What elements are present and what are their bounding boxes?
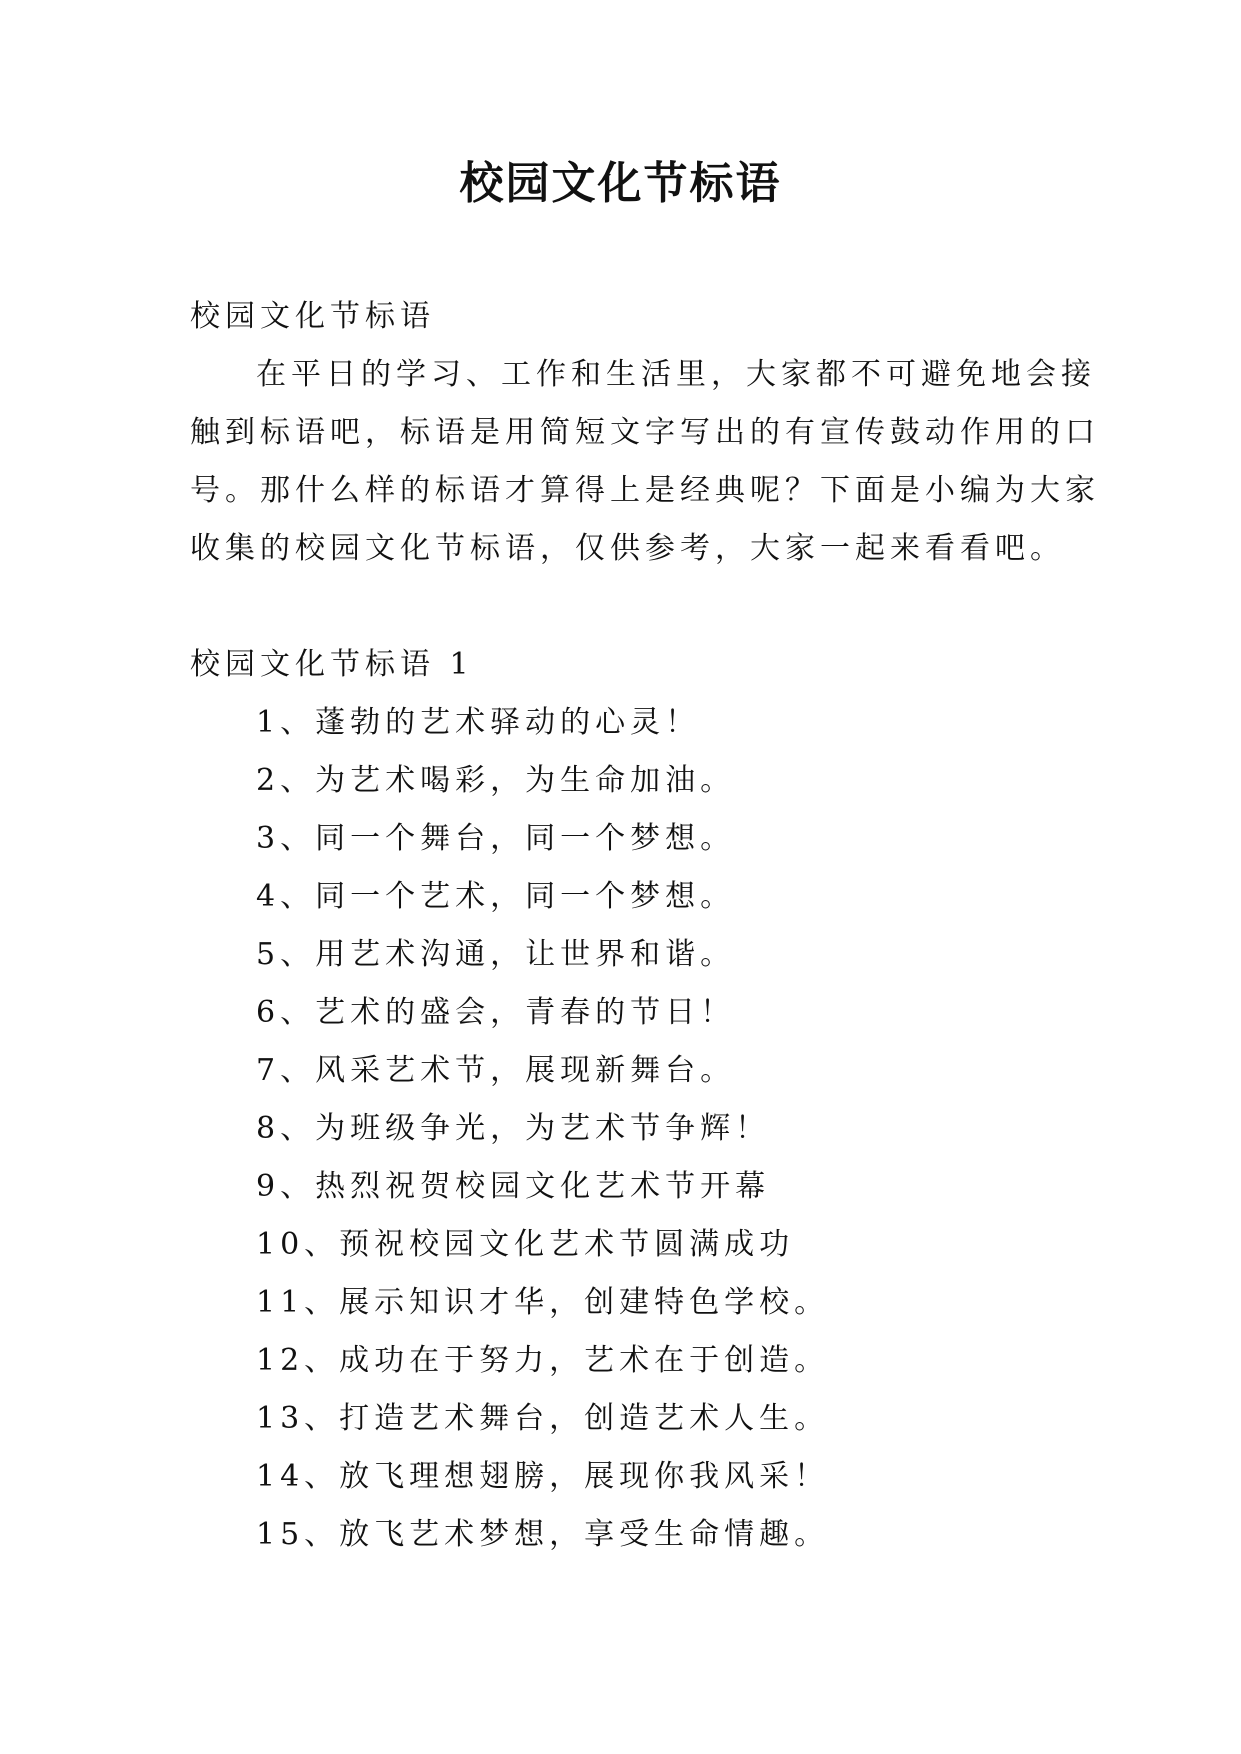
slogan-item: 5、用艺术沟通，让世界和谐。 — [256, 937, 736, 972]
intro-paragraph — [190, 346, 1100, 578]
slogan-item: 3、同一个舞台，同一个梦想。 — [256, 821, 736, 856]
intro-line: 触到标语吧，标语是用简短文字写出的有宣传鼓动作用的口 — [190, 415, 1100, 450]
slogan-item: 12、成功在于努力，艺术在于创造。 — [256, 1343, 830, 1378]
slogan-item: 1、蓬勃的艺术驿动的心灵！ — [256, 705, 701, 740]
slogan-item: 6、艺术的盛会，青春的节日！ — [256, 995, 736, 1030]
document-body — [190, 288, 1100, 1564]
slogan-item: 8、为班级争光，为艺术节争辉！ — [256, 1111, 771, 1146]
slogan-item: 15、放飞艺术梦想，享受生命情趣。 — [256, 1517, 830, 1552]
intro-line: 收集的校园文化节标语，仅供参考，大家一起来看看吧。 — [190, 531, 1065, 566]
section-heading: 校园文化节标语 1 — [190, 647, 474, 682]
slogan-item: 10、预祝校园文化艺术节圆满成功 — [256, 1227, 795, 1262]
intro-line: 号。那什么样的标语才算得上是经典呢？下面是小编为大家 — [190, 473, 1100, 508]
slogan-item: 14、放飞理想翅膀，展现你我风采！ — [256, 1459, 830, 1494]
slogan-item: 4、同一个艺术，同一个梦想。 — [256, 879, 736, 914]
document-title: 校园文化节标语 — [459, 158, 782, 209]
slogan-item: 13、打造艺术舞台，创造艺术人生。 — [256, 1401, 830, 1436]
slogan-item: 9、热烈祝贺校园文化艺术节开幕 — [256, 1169, 771, 1204]
slogan-item: 7、风采艺术节，展现新舞台。 — [256, 1053, 736, 1088]
slogan-list — [190, 694, 1070, 1564]
paragraph-spacer — [190, 578, 1070, 636]
intro-line: 在平日的学习、工作和生活里，大家都不可避免地会接 — [256, 357, 1096, 392]
slogan-item: 11、展示知识才华，创建特色学校。 — [256, 1285, 830, 1320]
document-subtitle: 校园文化节标语 — [190, 299, 435, 334]
slogan-item: 2、为艺术喝彩，为生命加油。 — [256, 763, 736, 798]
